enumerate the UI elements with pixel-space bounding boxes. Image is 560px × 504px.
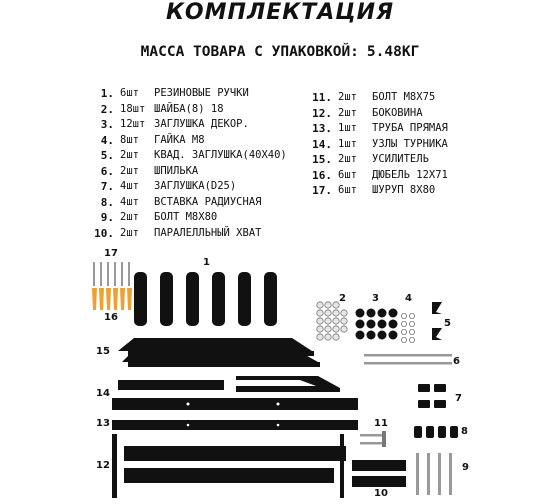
callout-5: 5: [444, 318, 451, 329]
callout-8: 8: [461, 426, 468, 437]
callout-6: 6: [453, 356, 460, 367]
item-quantity: 1шт: [338, 122, 357, 134]
tube-13: [112, 398, 358, 430]
item-name: ДЮБЕЛЬ 12Х71: [372, 168, 448, 181]
studs-6: [364, 354, 452, 365]
grip: [264, 272, 277, 326]
bolts-11: [360, 431, 386, 447]
item-quantity: 12шт: [120, 118, 146, 130]
item-name: БОЛТ М8Х80: [154, 211, 218, 223]
item-name: БОЛТ М8Х75: [372, 91, 436, 103]
decor-caps-3: [356, 309, 398, 340]
dowel: [106, 288, 111, 310]
item-name: ПАРАЛЕЛЛЬНЫЙ ХВАТ: [154, 226, 262, 239]
callout-17: 17: [104, 248, 118, 259]
square-caps-5: [432, 302, 442, 340]
parallel-grips-10: [352, 460, 406, 487]
item-quantity: 2шт: [338, 91, 357, 103]
page-title: КОМПЛЕКТАЦИЯ: [165, 0, 395, 25]
callout-2: 2: [339, 293, 346, 304]
end-caps-7: [418, 384, 446, 408]
radius-inserts-8: [414, 426, 458, 438]
item-number: 12.: [312, 106, 332, 120]
item-number: 10.: [94, 226, 114, 240]
item-name: КВАД. ЗАГЛУШКА(40Х40): [154, 149, 287, 161]
callout-13: 13: [96, 418, 110, 429]
item-quantity: 2шт: [338, 153, 357, 165]
callout-9: 9: [462, 462, 469, 473]
item-number: 9.: [100, 211, 114, 224]
screw: [121, 262, 123, 286]
grip: [212, 272, 225, 326]
item-number: 8.: [100, 195, 114, 209]
bolts-9: [416, 453, 452, 495]
item-number: 14.: [312, 137, 332, 151]
item-number: 16.: [312, 168, 332, 182]
item-number: 3.: [100, 118, 114, 131]
callout-11: 11: [374, 418, 388, 429]
item-name: ТРУБА ПРЯМАЯ: [372, 122, 448, 134]
callout-16: 16: [104, 312, 118, 323]
item-quantity: 2шт: [338, 106, 357, 119]
callout-14: 14: [96, 388, 110, 399]
dowels-16: [92, 288, 132, 310]
item-quantity: 2шт: [120, 226, 139, 239]
item-number: 13.: [312, 122, 332, 135]
callout-3: 3: [372, 293, 379, 304]
dowel: [127, 288, 132, 310]
dowel: [120, 288, 125, 310]
item-quantity: 4шт: [120, 195, 139, 208]
sides-12: [112, 434, 346, 498]
mass-value: 5.48КГ: [366, 44, 420, 60]
screws-17: [93, 262, 130, 286]
item-number: 1.: [100, 87, 114, 100]
item-quantity: 18шт: [120, 102, 146, 115]
reinforcements-15: [118, 338, 320, 367]
item-name: ШУРУП 8Х80: [372, 184, 436, 196]
item-number: 7.: [100, 180, 114, 193]
nodes-14: [118, 376, 340, 392]
item-quantity: 2шт: [120, 149, 139, 161]
item-name: ВСТАВКА РАДИУСНАЯ: [154, 195, 262, 208]
item-name: ЗАГЛУШКА(D25): [154, 180, 237, 192]
item-quantity: 6шт: [338, 184, 357, 196]
item-number: 15.: [312, 153, 332, 166]
item-quantity: 6шт: [120, 87, 139, 99]
screw: [93, 262, 95, 286]
item-name: БОКОВИНА: [372, 106, 423, 119]
item-name: РЕЗИНОВЫЕ РУЧКИ: [154, 87, 249, 99]
item-name: ЗАГЛУШКА ДЕКОР.: [154, 118, 249, 130]
item-quantity: 4шт: [120, 180, 139, 192]
item-quantity: 6шт: [338, 168, 357, 181]
grip: [160, 272, 173, 326]
item-quantity: 2шт: [120, 211, 139, 223]
callout-1: 1: [203, 257, 210, 268]
screw: [100, 262, 102, 286]
screw: [107, 262, 109, 286]
screw: [128, 262, 130, 286]
item-name: УСИЛИТЕЛЬ: [372, 153, 429, 165]
callout-12: 12: [96, 460, 110, 471]
item-name: УЗЛЫ ТУРНИКА: [372, 137, 448, 150]
callout-15: 15: [96, 346, 110, 357]
item-name: ШАЙБА(8) 18: [154, 102, 224, 115]
item-name: ШПИЛЬКА: [154, 164, 199, 177]
item-number: 6.: [100, 164, 114, 178]
dowel: [92, 288, 97, 310]
grip: [238, 272, 251, 326]
dowel: [99, 288, 104, 310]
screw: [114, 262, 116, 286]
item-number: 11.: [312, 91, 332, 104]
item-quantity: 1шт: [338, 137, 357, 150]
item-quantity: 8шт: [120, 133, 139, 146]
item-quantity: 2шт: [120, 164, 139, 177]
callout-4: 4: [405, 293, 412, 304]
item-number: 5.: [100, 149, 114, 162]
grip: [186, 272, 199, 326]
callout-7: 7: [455, 393, 462, 404]
item-number: 4.: [100, 133, 114, 147]
mass-label: МАССА ТОВАРА С УПАКОВКОЙ:: [140, 44, 359, 60]
item-name: ГАЙКА М8: [154, 133, 205, 146]
washers-2: [317, 302, 347, 340]
item-number: 2.: [100, 102, 114, 116]
rubber-grips-1: [134, 272, 277, 326]
nuts-4: [401, 313, 414, 342]
grip: [134, 272, 147, 326]
callout-10: 10: [374, 488, 388, 499]
item-number: 17.: [312, 184, 332, 197]
dowel: [113, 288, 118, 310]
